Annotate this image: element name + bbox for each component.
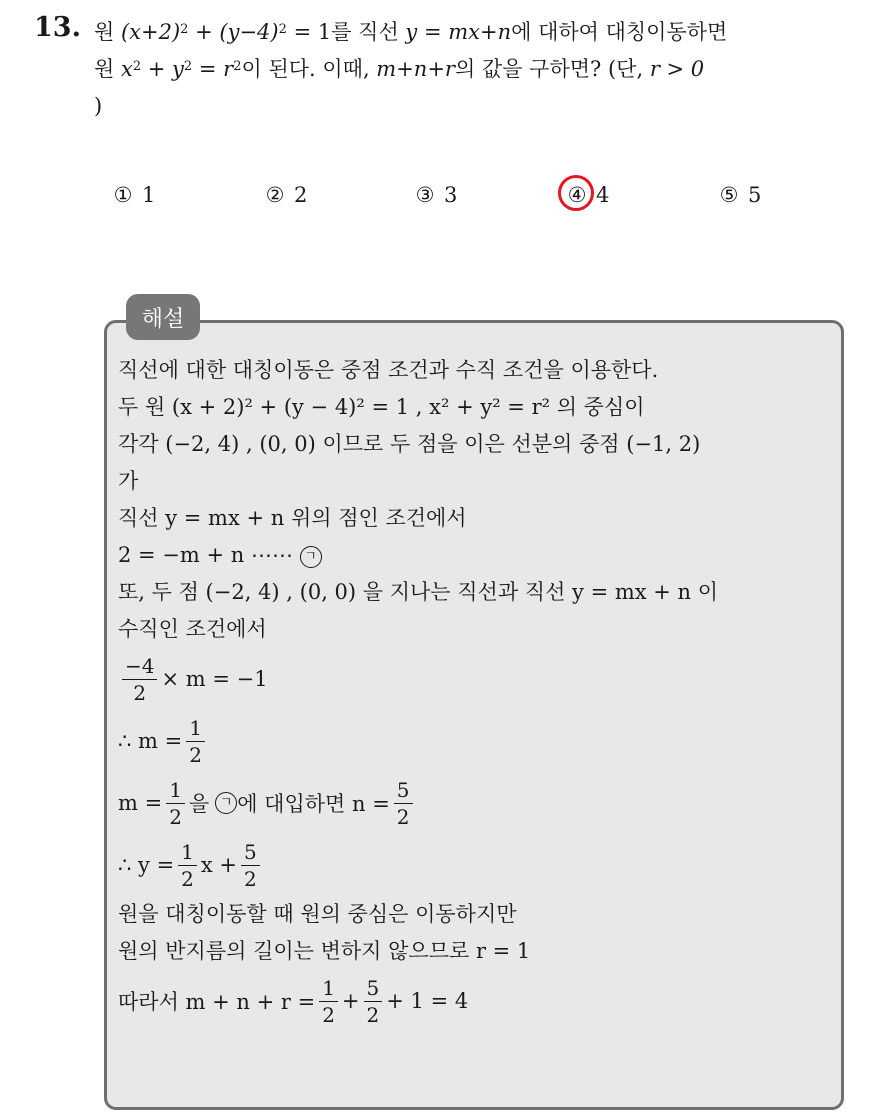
solution-line: 각각 (−2, 4) , (0, 0) 이므로 두 점을 이은 선분의 중점 (−1, 2) (118, 432, 701, 456)
solution-fraction-line (118, 772, 830, 834)
text-segment: 원 (94, 57, 121, 81)
choice-4[interactable] (564, 183, 609, 207)
fraction (364, 975, 383, 1028)
solution-line: 직선에 대한 대칭이동은 중점 조건과 수직 조건을 이용한다. (118, 358, 659, 382)
question-line-1 (94, 14, 864, 51)
solution-fraction-line (118, 834, 830, 896)
choice-value: 3 (444, 183, 458, 207)
solution-line: 가 (118, 469, 139, 493)
question-line-3: ) (94, 94, 103, 118)
fraction-denominator: 2 (181, 866, 194, 891)
fraction-denominator: 2 (169, 804, 182, 829)
fraction (122, 653, 157, 706)
choice-mark: ③ (415, 183, 435, 207)
choice-mark: ① (113, 183, 133, 207)
choice-1[interactable] (110, 183, 155, 207)
exponent: 2 (132, 59, 142, 74)
fraction-numerator: 5 (241, 839, 260, 866)
choice-value: 5 (748, 183, 762, 207)
math-segment: m+n+r (376, 57, 455, 81)
solution-line: 또, 두 점 (−2, 4) , (0, 0) 을 지나는 직선과 직선 y = mx + n 이 (118, 580, 719, 604)
text-segment: + 1 = 4 (386, 989, 469, 1013)
exponent: 2 (180, 22, 189, 37)
text-segment: 에 대하여 대칭이동하면 (511, 20, 728, 44)
fraction-numerator: −4 (122, 653, 157, 680)
fraction-denominator: 2 (189, 742, 202, 767)
answer-choices (0, 183, 884, 219)
text-segment: 따라서 m + n + r = (118, 990, 316, 1014)
text-segment: ∴ m = (118, 729, 183, 753)
text-segment: ∴ y = (118, 853, 175, 877)
fraction (186, 715, 205, 768)
fraction-numerator: 5 (394, 777, 413, 804)
circled-label-icon: ㄱ (215, 792, 237, 814)
fraction (394, 777, 413, 830)
exponent: 2 (278, 22, 287, 37)
text-segment: 2 = −m + n ⋯⋯ (118, 543, 293, 567)
solution-tag: 해설 (126, 294, 200, 340)
math-segment: + (141, 57, 173, 81)
math-segment: r > 0 (649, 57, 705, 81)
choice-value: 4 (596, 183, 610, 207)
exponent: 2 (233, 59, 242, 74)
fraction-denominator: 2 (366, 1002, 380, 1027)
choice-mark: ② (265, 183, 285, 207)
fraction-denominator: 2 (244, 866, 257, 891)
text-segment: 을 (188, 792, 210, 816)
fraction-denominator: 2 (322, 1002, 335, 1027)
solution-line (118, 537, 830, 574)
math-segment: x (120, 57, 133, 81)
fraction-numerator: 1 (319, 975, 338, 1002)
choice-value: 2 (294, 183, 308, 207)
fraction (166, 777, 185, 830)
fraction-numerator: 1 (178, 839, 197, 866)
circled-label-icon: ㄱ (300, 546, 322, 568)
math-segment: = (192, 57, 224, 81)
text-segment: 에 대입하면 n = (237, 792, 390, 816)
question-text (94, 14, 864, 125)
fraction (319, 975, 338, 1028)
fraction-denominator: 2 (133, 680, 147, 705)
selected-answer-wrap (564, 183, 590, 207)
fraction (178, 839, 197, 892)
choice-5[interactable] (716, 183, 761, 207)
math-segment: + (188, 20, 220, 44)
solution-line: 두 원 (x + 2)² + (y − 4)² = 1 , x² + y² = r² 의 중심이 (118, 395, 645, 419)
fraction-numerator: 1 (186, 715, 205, 742)
exponent: 2 (183, 59, 193, 74)
fraction (241, 839, 260, 892)
fraction-numerator: 1 (166, 777, 185, 804)
text-segment: + (341, 989, 360, 1013)
solution-content (118, 352, 830, 1032)
text-segment: 를 직선 (331, 20, 406, 44)
math-segment: = 1 (286, 20, 332, 44)
solution-line: 직선 y = mx + n 위의 점인 조건에서 (118, 506, 467, 530)
fraction-numerator: 5 (364, 975, 383, 1002)
text-segment: 원 (94, 20, 121, 44)
solution-fraction-line (118, 970, 830, 1032)
choice-3[interactable] (412, 183, 457, 207)
math-segment: (x+2) (120, 20, 181, 44)
choice-value: 1 (142, 183, 156, 207)
text-segment: × m = −1 (161, 667, 268, 691)
solution-line: 원을 대칭이동할 때 원의 중심은 이동하지만 (118, 902, 517, 926)
fraction-denominator: 2 (396, 804, 410, 829)
solution-line: 원의 반지름의 길이는 변하지 않으므로 r = 1 (118, 939, 531, 963)
choice-mark: ④ (567, 183, 587, 207)
question-line-2 (94, 51, 864, 88)
text-segment: m = (118, 791, 163, 815)
choice-mark: ⑤ (719, 183, 739, 207)
question-number: 13. (34, 12, 81, 43)
choice-2[interactable] (262, 183, 307, 207)
answer-mark-circle-icon (558, 175, 594, 211)
solution-fraction-line (118, 648, 830, 710)
math-segment: (y−4) (219, 20, 279, 44)
solution-line: 수직인 조건에서 (118, 617, 267, 641)
math-segment: r (223, 57, 234, 81)
math-segment: y = mx+n (405, 20, 512, 44)
text-segment: 이 된다. 이때, (241, 57, 377, 81)
text-segment: 의 값을 구하면? (단, (454, 57, 650, 81)
math-segment: y (172, 57, 184, 81)
solution-fraction-line (118, 710, 830, 772)
text-segment: x + (200, 853, 238, 877)
